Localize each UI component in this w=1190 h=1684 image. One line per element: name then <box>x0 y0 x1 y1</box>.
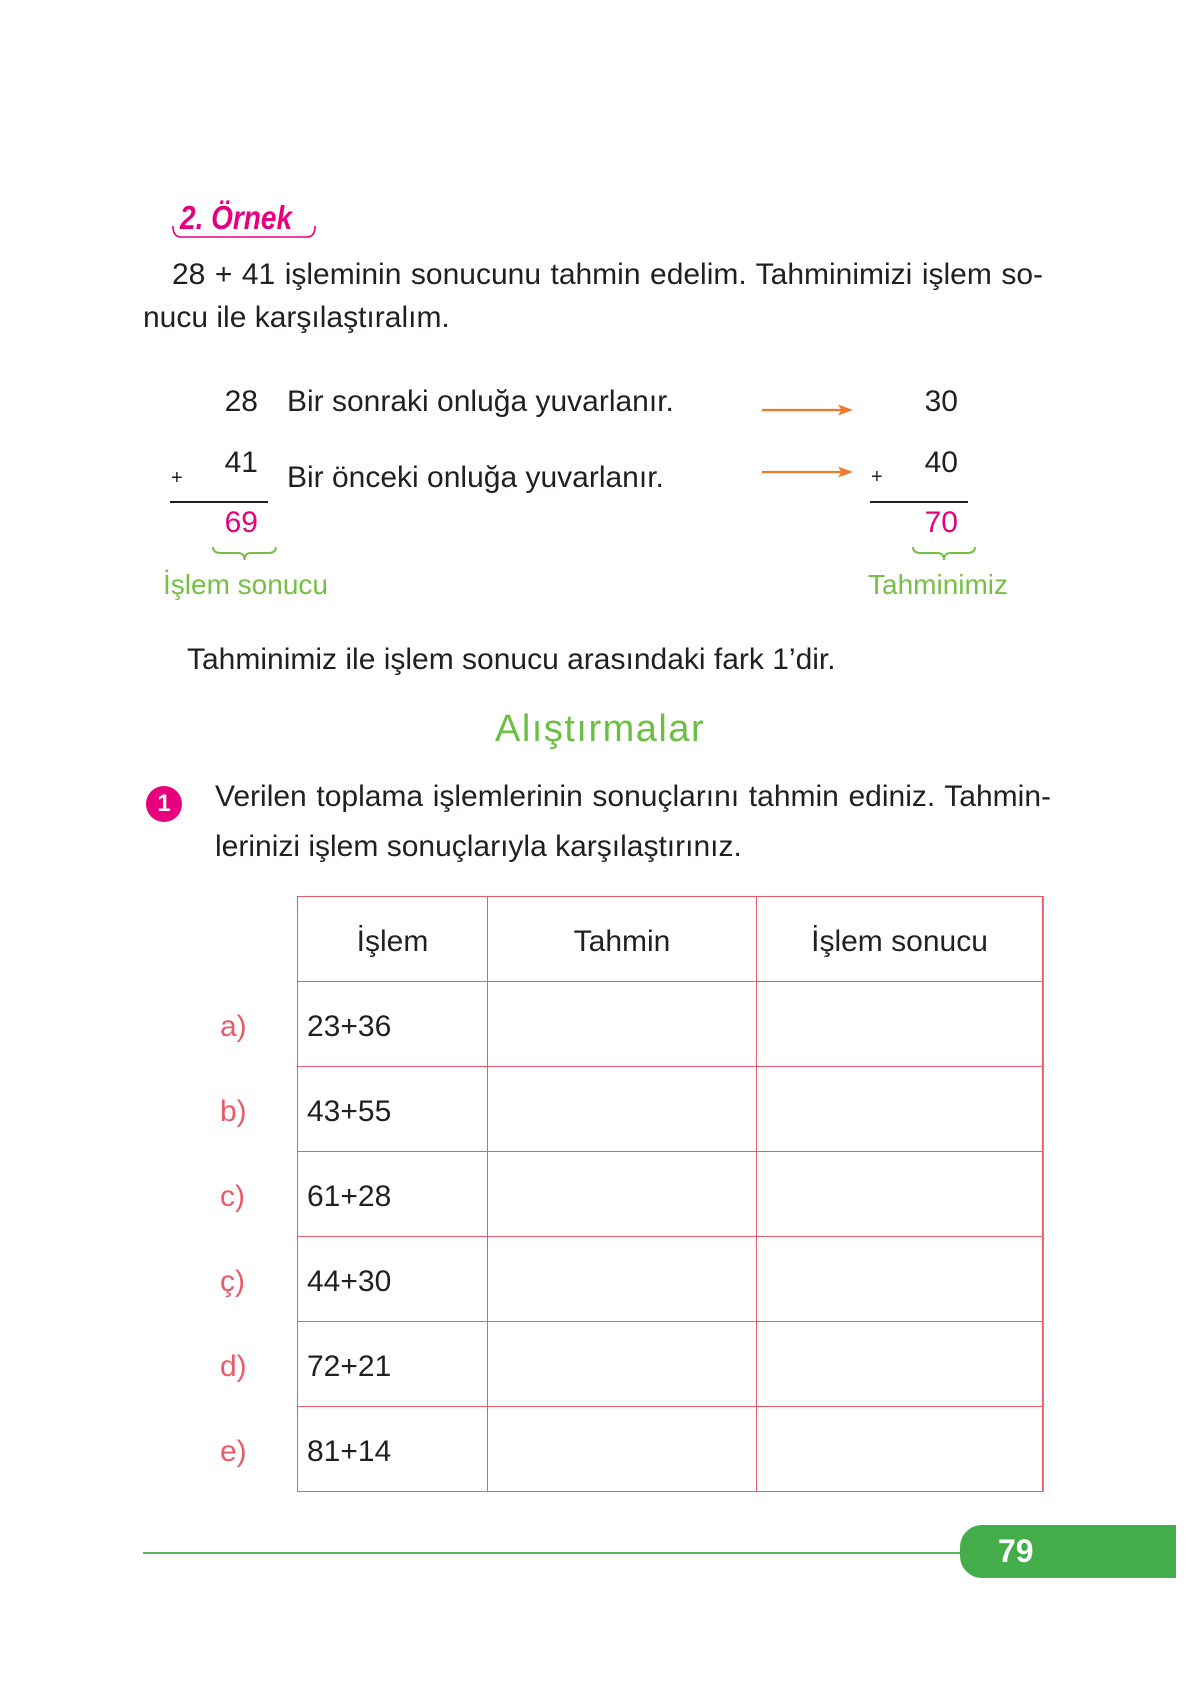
estimate-cell <box>488 1407 757 1492</box>
estimate-cell <box>488 1237 757 1322</box>
estimate-cell <box>488 982 757 1067</box>
header-estimate: Tahmin <box>488 897 757 982</box>
result-cell <box>757 1237 1043 1322</box>
result-cell <box>757 1322 1043 1407</box>
brace-icon <box>913 547 975 560</box>
actual-plus-sign: + <box>171 467 183 489</box>
actual-result-label: İşlem sonucu <box>163 569 328 600</box>
operation-cell: 23+36 <box>298 982 488 1067</box>
table-row <box>298 1067 1043 1152</box>
question-line-1: Verilen toplama işlemlerinin sonuçlarını tahmin ediniz. Tahmin- <box>215 780 1051 813</box>
estimate-sum-rule <box>870 501 968 503</box>
row-label: d) <box>220 1350 247 1383</box>
row-labels <box>220 981 247 1491</box>
section-title: Alıştırmalar <box>495 708 706 750</box>
result-cell <box>757 1152 1043 1237</box>
result-cell <box>757 982 1043 1067</box>
example-title: 2. Örnek <box>180 198 293 236</box>
table-row <box>298 1152 1043 1237</box>
question-number-badge: 1 <box>146 786 182 822</box>
rounding-step-1: Bir sonraki onluğa yuvarlanır. <box>287 385 674 418</box>
actual-result: 69 <box>224 506 258 539</box>
operation-cell: 61+28 <box>298 1152 488 1237</box>
exercise-table <box>297 896 1043 1492</box>
result-cell <box>757 1407 1043 1492</box>
table-row <box>298 1322 1043 1407</box>
rounding-step-2: Bir önceki onluğa yuvarlanır. <box>287 461 664 494</box>
conclusion-text: Tahminimiz ile işlem sonucu arasındaki fark 1’dir. <box>187 643 836 676</box>
table-row <box>298 1407 1043 1492</box>
arrow-right-icon <box>762 405 853 416</box>
intro-line-2: nucu ile karşılaştıralım. <box>143 301 450 334</box>
table-row <box>298 1237 1043 1322</box>
estimate-addend-1: 30 <box>924 385 958 418</box>
operation-cell: 43+55 <box>298 1067 488 1152</box>
actual-addend-2: 41 <box>224 446 258 479</box>
estimate-result: 70 <box>924 506 958 539</box>
header-operation: İşlem <box>298 897 488 982</box>
row-label: e) <box>220 1435 247 1468</box>
result-cell <box>757 1067 1043 1152</box>
row-label: b) <box>220 1095 247 1128</box>
row-label: ç) <box>220 1265 245 1298</box>
table-header-row <box>298 897 1043 982</box>
estimate-addend-2: 40 <box>924 446 958 479</box>
footer-divider <box>143 1552 963 1554</box>
actual-sum-rule <box>170 501 268 503</box>
header-result: İşlem sonucu <box>757 897 1043 982</box>
operation-cell: 44+30 <box>298 1237 488 1322</box>
operation-cell: 81+14 <box>298 1407 488 1492</box>
row-label: c) <box>220 1180 245 1213</box>
brace-icon <box>213 547 276 560</box>
question-line-2: lerinizi işlem sonuçlarıyla karşılaştırınız. <box>215 830 742 863</box>
estimate-cell <box>488 1067 757 1152</box>
estimate-cell <box>488 1322 757 1407</box>
estimate-result-label: Tahminimiz <box>868 569 1009 600</box>
row-label: a) <box>220 1010 247 1043</box>
table-row <box>298 982 1043 1067</box>
page-number-badge <box>960 1525 1176 1578</box>
estimate-plus-sign: + <box>871 466 883 488</box>
intro-line-1: 28 + 41 işleminin sonucunu tahmin edelim. Tahminimizi işlem so- <box>172 258 1043 291</box>
estimate-cell <box>488 1152 757 1237</box>
actual-addend-1: 28 <box>224 385 258 418</box>
arrow-right-icon <box>762 467 853 478</box>
page-number: 79 <box>998 1533 1034 1569</box>
operation-cell: 72+21 <box>298 1322 488 1407</box>
